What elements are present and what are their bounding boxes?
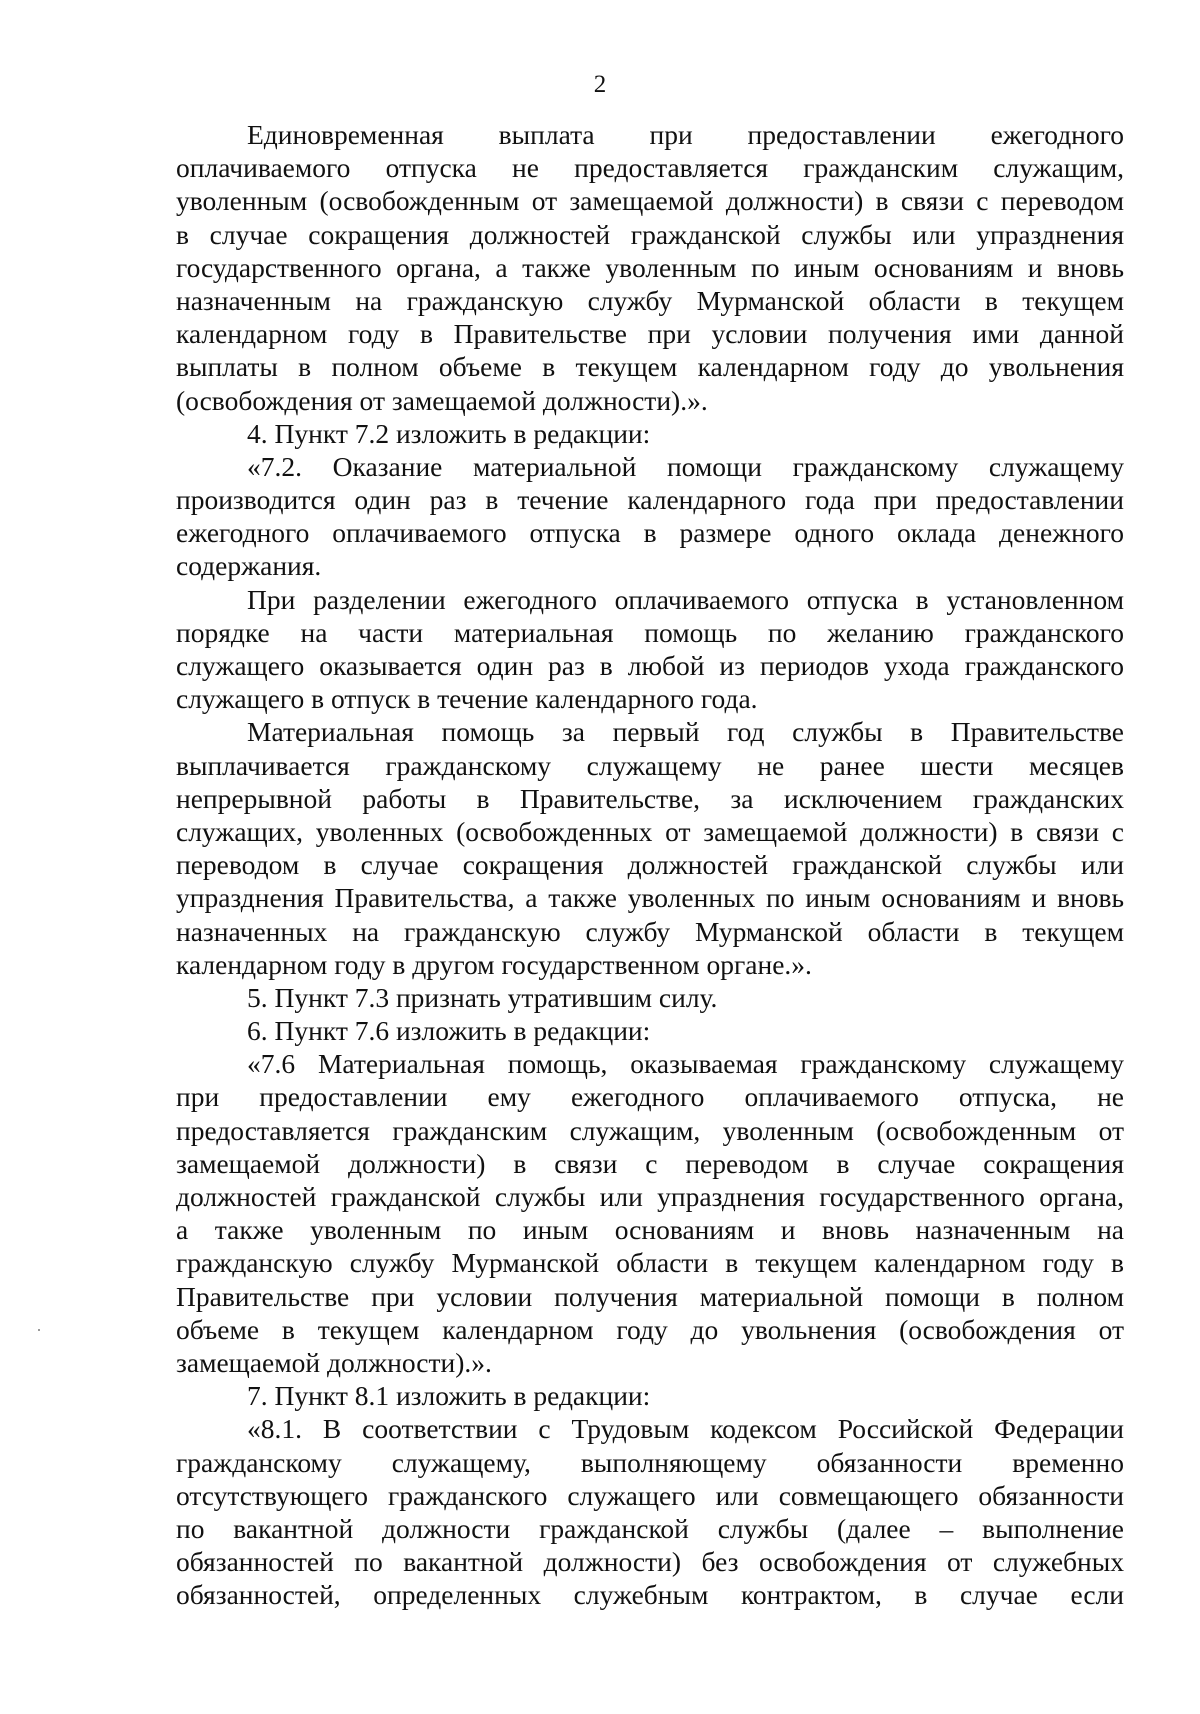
text-line: должностей гражданской службы или упразднения государственного органа, bbox=[176, 1181, 1124, 1212]
text-line: непрерывной работы в Правительстве, за исключением гражданских bbox=[176, 782, 1124, 814]
paragraph bbox=[176, 1014, 1124, 1047]
text-line: предоставляется гражданским служащим, уволенным (освобожденным от bbox=[176, 1114, 1124, 1146]
paragraph bbox=[176, 715, 1124, 981]
text-line: Правительстве при условии получения материальной помощи в полном bbox=[176, 1280, 1124, 1312]
paragraph bbox=[176, 1379, 1124, 1412]
text-line: (освобождения от замещаемой должности).». bbox=[176, 384, 708, 416]
text-line: Материальная помощь за первый год службы в Правительстве bbox=[247, 716, 1124, 748]
text-line: объеме в текущем календарном году до увольнения (освобождения от bbox=[176, 1313, 1124, 1345]
text-line: замещаемой должности) в связи с переводом в случае сокращения bbox=[176, 1147, 1124, 1179]
text-line: содержания. bbox=[176, 550, 322, 582]
text-line: порядке на части материальная помощь по желанию гражданского bbox=[176, 616, 1124, 648]
text-line: обязанностей, определенных служебным контрактом, в случае если bbox=[176, 1579, 1124, 1611]
text-line: упразднения Правительства, а также уволенных по иным основаниям и вновь bbox=[176, 882, 1124, 914]
text-line: календарном году в Правительстве при условии получения ими данной bbox=[176, 318, 1124, 350]
text-line: 6. Пункт 7.6 изложить в редакции: bbox=[247, 1015, 651, 1047]
text-line: выплачивается гражданскому служащему не ранее шести месяцев bbox=[176, 749, 1124, 781]
text-line: «7.2. Оказание материальной помощи гражданскому служащему bbox=[247, 450, 1124, 482]
text-line: при предоставлении ему ежегодного оплачиваемого отпуска, не bbox=[176, 1081, 1124, 1113]
text-line: назначенным на гражданскую службу Мурманской области в текущем bbox=[176, 284, 1124, 316]
text-line: уволенным (освобожденным от замещаемой должности) в связи с переводом bbox=[176, 185, 1124, 217]
paragraph bbox=[176, 1047, 1124, 1379]
text-line: «8.1. В соответствии с Трудовым кодексом Российской Федерации bbox=[247, 1413, 1124, 1445]
text-line: по вакантной должности гражданской службы (далее – выполнение bbox=[176, 1512, 1124, 1544]
text-line: 5. Пункт 7.3 признать утратившим силу. bbox=[247, 981, 718, 1013]
text-line: отсутствующего гражданского служащего или совмещающего обязанности bbox=[176, 1479, 1124, 1511]
text-line: При разделении ежегодного оплачиваемого отпуска в установленном bbox=[247, 583, 1124, 615]
text-line: гражданскую службу Мурманской области в текущем календарном году в bbox=[176, 1247, 1124, 1279]
text-line: ежегодного оплачиваемого отпуска в размере одного оклада денежного bbox=[176, 517, 1124, 549]
text-line: календарном году в другом государственном органе.». bbox=[176, 948, 812, 980]
text-line: гражданскому служащему, выполняющему обязанности временно bbox=[176, 1446, 1124, 1478]
text-line: в случае сокращения должностей гражданской службы или упразднения bbox=[176, 218, 1124, 250]
text-line: оплачиваемого отпуска не предоставляется гражданским служащим, bbox=[176, 152, 1124, 184]
text-line: служащих, уволенных (освобожденных от замещаемой должности) в связи с bbox=[176, 815, 1124, 847]
text-line: замещаемой должности).». bbox=[176, 1346, 492, 1378]
text-line: государственного органа, а также уволенным по иным основаниям и вновь bbox=[176, 251, 1124, 283]
page-number: 2 bbox=[593, 71, 607, 98]
text-line: обязанностей по вакантной должности) без освобождения от служебных bbox=[176, 1546, 1124, 1578]
text-line: выплаты в полном объеме в текущем календарном году до увольнения bbox=[176, 351, 1124, 383]
document-body bbox=[176, 118, 1124, 1611]
paragraph bbox=[176, 417, 1124, 450]
text-line: служащего в отпуск в течение календарного года. bbox=[176, 683, 758, 715]
text-line: 4. Пункт 7.2 изложить в редакции: bbox=[247, 417, 651, 449]
paragraph bbox=[176, 118, 1124, 417]
text-line: 7. Пункт 8.1 изложить в редакции: bbox=[247, 1380, 651, 1412]
text-line: назначенных на гражданскую службу Мурманской области в текущем bbox=[176, 915, 1124, 947]
text-line: служащего оказывается один раз в любой из периодов ухода гражданского bbox=[176, 650, 1124, 681]
text-line: Единовременная выплата при предоставлении ежегодного bbox=[247, 119, 1124, 150]
text-line: «7.6 Материальная помощь, оказываемая гражданскому служащему bbox=[247, 1048, 1124, 1080]
scan-speck bbox=[38, 1329, 40, 1331]
text-line: производится один раз в течение календарного года при предоставлении bbox=[176, 484, 1124, 516]
text-line: а также уволенным по иным основаниям и вновь назначенным на bbox=[176, 1214, 1124, 1246]
paragraph bbox=[176, 981, 1124, 1014]
paragraph bbox=[176, 583, 1124, 716]
paragraph bbox=[176, 1412, 1124, 1611]
paragraph bbox=[176, 450, 1124, 583]
text-line: переводом в случае сокращения должностей гражданской службы или bbox=[176, 849, 1124, 881]
